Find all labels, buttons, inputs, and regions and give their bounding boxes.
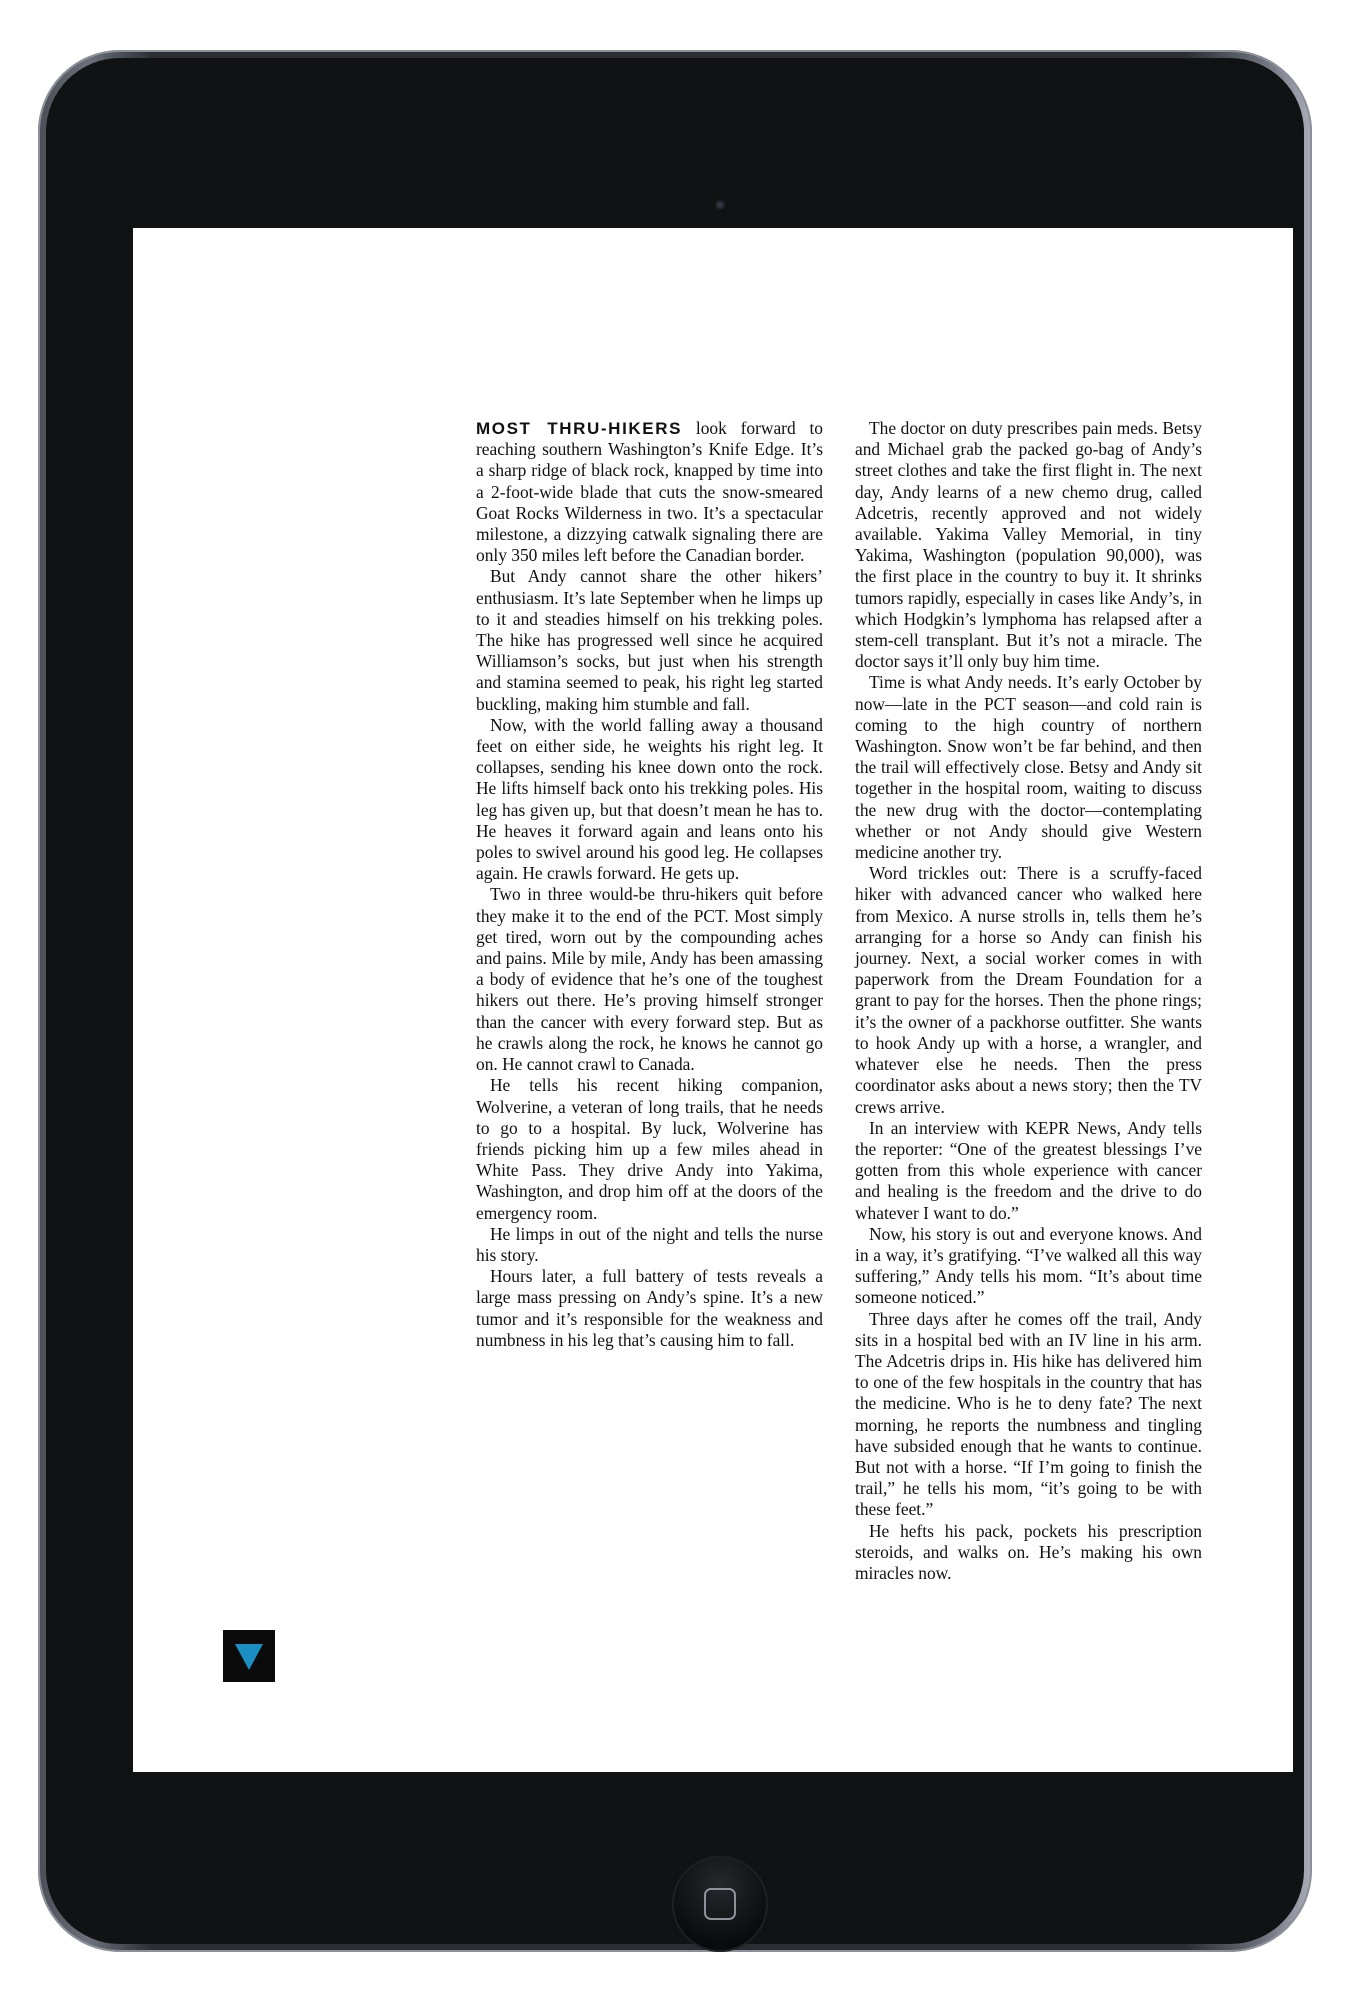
front-camera-icon [715,200,727,212]
tablet-bezel [46,58,1304,1944]
screen [133,228,1293,1772]
paragraph-text: look forward to reaching southern Washington’s Knife Edge. It’s a sharp ridge of black rock, knapped by time into a 2-foot-wide blade that cuts the snow-smeared Goat Rocks Wilderness in two. It’s a spectacular milestone, a dizzying catwalk signaling there are only 350 miles left before the Canadian border. [476,418,824,566]
lead-in: MOST THRU-HIKERS [476,419,683,438]
article-column-left [476,418,823,1351]
article-paragraph [476,418,823,566]
article-paragraph: Now, his story is out and everyone knows. And in a way, it’s gratifying. “I’ve walked all this way suffering,” Andy tells his mom. “It’s about time someone noticed.” [855,1223,1202,1308]
article-paragraph: Word trickles out: There is a scruffy-faced hiker with advanced cancer who walked here from Mexico. A nurse strolls in, tells them he’s arranging for a horse so Andy can finish his journey. Next, a social worker comes in with paperwork from the Dream Foundation for a grant to pay for the horses. Then the phone rings; it’s the owner of a packhorse outfitter. She wants to hook Andy up with a horse, a wrangler, and whatever else he needs. Then the press coordinator asks about a news story; then the TV crews arrive. [855,863,1202,1117]
article-paragraph: Two in three would-be thru-hikers quit before they make it to the end of the PCT. Most simply get tired, worn out by the compounding aches and pains. Mile by mile, Andy has been amassing a body of evidence that he’s one of the toughest hikers out there. He’s proving himself stronger than the cancer with every forward step. But as he crawls along the rock, he knows he cannot go on. He cannot crawl to Canada. [476,884,823,1075]
article-paragraph: But Andy cannot share the other hikers’ enthusiasm. It’s late September when he limps up to it and steadies himself on his trekking poles. The hike has progressed well since he acquired Williamson’s socks, but just when his strength and stamina seemed to peak, his right leg started buckling, making him stumble and fall. [476,566,823,714]
home-button[interactable] [674,1858,766,1950]
article-paragraph: Now, with the world falling away a thousand feet on either side, he weights his right leg. It collapses, sending his knee down onto the rock. He lifts himself back onto his trekking poles. His leg has given up, but that doesn’t mean he has to. He heaves it forward again and leans onto his poles to swivel around his good leg. He collapses again. He crawls forward. He gets up. [476,714,823,884]
article-column-right [855,418,1202,1584]
article-paragraph: Three days after he comes off the trail, Andy sits in a hospital bed with an IV line in his arm. The Adcetris drips in. His hike has delivered him to one of the few hospitals in the country that has the medicine. Who is he to deny fate? The next morning, he reports the numbness and tingling have subsided enough that he wants to continue. But not with a horse. “If I’m going to finish the trail,” he tells his mom, “it’s going to be with these feet.” [855,1308,1202,1520]
article-paragraph: He tells his recent hiking companion, Wolverine, a veteran of long trails, that he needs to go to a hospital. By luck, Wolverine has friends picking him up a few miles ahead in White Pass. They drive Andy into Yakima, Washington, and drop him off at the doors of the emergency room. [476,1075,823,1223]
triangle-glyph [235,1644,263,1670]
article-paragraph: In an interview with KEPR News, Andy tells the reporter: “One of the greatest blessings I’ve gotten from this whole experience with cancer and healing is the freedom and the drive to do whatever I want to do.” [855,1117,1202,1223]
article-paragraph: The doctor on duty prescribes pain meds. Betsy and Michael grab the packed go-bag of Andy’s street clothes and take the first flight in. The next day, Andy learns of a new chemo drug, called Adcetris, recently approved and not widely available. Yakima Valley Memorial, in tiny Yakima, Washington (population 90,000), was the first place in the country to buy it. It shrinks tumors rapidly, especially in cases like Andy’s, in which Hodgkin’s lymphoma has relapsed after a stem-cell transplant. But it’s not a miracle. The doctor says it’ll only buy him time. [855,418,1202,672]
article-paragraph: He hefts his pack, pockets his prescription steroids, and walks on. He’s making his own miracles now. [855,1520,1202,1583]
article-paragraph: Time is what Andy needs. It’s early October by now—late in the PCT season—and cold rain is coming to the high country of northern Washington. Snow won’t be far behind, and then the trail will effectively close. Betsy and Andy sit together in the hospital room, waiting to discuss the new drug with the doctor—contemplating whether or not Andy should give Western medicine another try. [855,672,1202,863]
article-paragraph: He limps in out of the night and tells the nurse his story. [476,1223,823,1265]
tablet-device [38,50,1312,1952]
article-paragraph: Hours later, a full battery of tests reveals a large mass pressing on Andy’s spine. It’s a new tumor and it’s responsible for the weakness and numbness in his leg that’s causing him to fall. [476,1266,823,1350]
home-button-icon [704,1888,736,1920]
down-triangle-icon[interactable] [223,1630,275,1682]
